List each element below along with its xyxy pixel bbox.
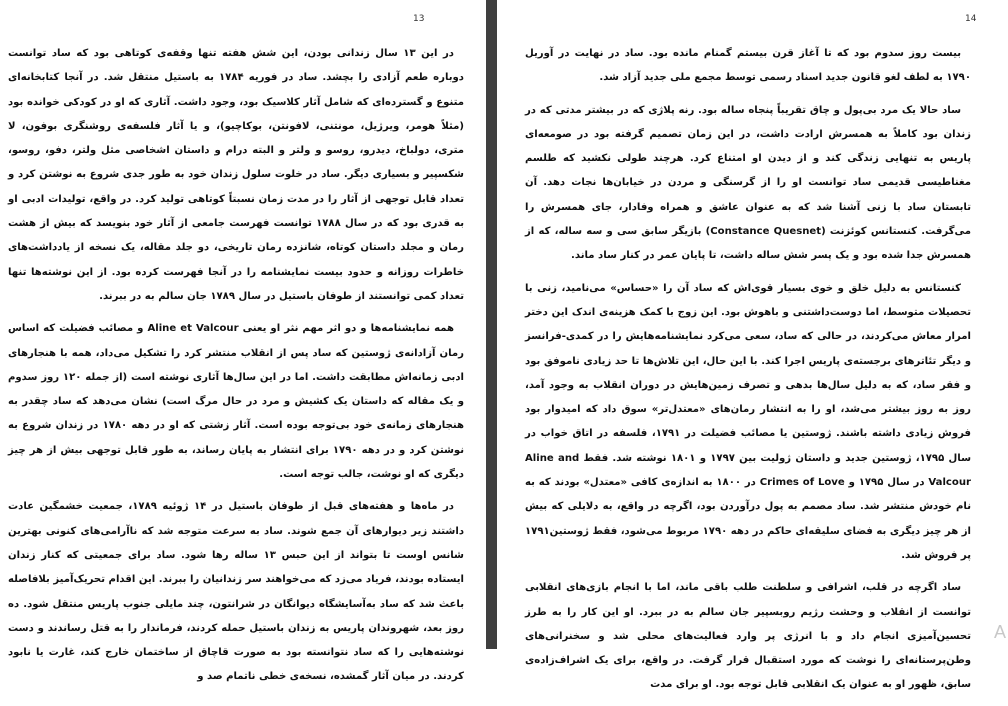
paragraph: کنستانس به دلیل خلق و خوی بسیار قوی‌اش که ساد آن را «حساس» می‌نامید، زنی با تحصیلات متوسط، اما دوست‌داشتنی و باهوش بود. این زوج با کمک هزینه‌ی اندک این دختر امرار معاش می‌کردند، در حالی که ساد، سعی می‌کرد نمایشنامه‌هایش را در کمدی-فرانسز و دیگر تئاترهای برجسته‌ی پاریس اجرا کند. با این حال، این تلاش‌ها تا حد زیادی ناموفق بود و فقر ساد، که به دلیل سال‌ها بدهی و تصرف زمین‌هایش در دوران انقلاب به وجود آمد، روز به روز بیشتر می‌شد، او را به انتشار رمان‌های «معتدل‌تر» سوق داد که امیدوار بود فروش زیادی داشته باشند. ژوستین یا مصائب فضیلت در ۱۷۹۱، فلسفه در اتاق خواب در سال ۱۷۹۵، ژوستین جدید و داستان ژولیت بین ۱۷۹۷ و ۱۸۰۱ نوشته شد. فقط Aline and Valcour در سال ۱۷۹۵ و Crimes of Love در ۱۸۰۰ به اندازه‌ی کافی «معتدل» بودند که به نام خودش منتشر شد. ساد مصمم به پول درآوردن بود، اگرچه در واقع، به دلایلی که بیش از هر چیز دیگری به فضای سلیقه‌ای حاکم در دهه ۱۷۹۰ مربوط می‌شود، فقط ژوستین۱۷۹۱ پر فروش شد. [525,282,971,561]
left-page [0,0,486,683]
book-spine-divider [486,0,497,649]
paragraph: در ماه‌ها و هفته‌های قبل از طوفان باستیل در ۱۴ ژوئیه ۱۷۸۹، جمعیت خشمگین عادت داشتند زیر دیوارهای آن جمع شوند. ساد به سرعت متوجه شد که ناآرامی‌های کنونی بهترین شانس اوست تا بتواند از این حبس ۱۳ ساله رها شود. ساد برای جمعیتی که کنار زندان ایستاده بودند، فریاد می‌زد که می‌خواهند سر زندانیان را ببرند. این اقدام تحریک‌آمیز بلافاصله باعث شد که ساد به‌آسایشگاه دیوانگان در شرانتون، چند مایلی جنوب پاریس منتقل شود. ده روز بعد، شهروندان پاریس به زندان باستیل حمله کردند، فرماندار را به قتل رساندند و دست نوشته‌هایی را که ساد نتوانسته بود به صورت قاچاق از ساختمان خارج کند، غارت یا نابود کردند. در میان آثار گمشده، نسخه‌ی خطی ناتمام صد و [8,501,464,683]
paragraph: بیست روز سدوم بود که تا آغاز قرن بیستم گمنام مانده بود. ساد در نهایت در آوریل ۱۷۹۰ به لطف لغو قانون جدید اسناد رسمی توسط مجمع ملی جدید آزاد شد. [525,48,971,84]
paragraph: ساد حالا یک مرد بی‌پول و چاق تقریباً پنجاه ساله بود. رنه پلاژی که در بیشتر مدتی که در زندان بود کاملاً به همسرش ارادت داشت، در این زمان تصمیم گرفته بود در صومعه‌ای پاریس به تنهایی زندگی کند و از دیدن او امتناع کرد. هرچند طولی نکشید که طلسم مغناطیسی قدیمی ساد توانست او را از گرسنگی و مردن در خیابان‌ها نجات دهد. آن تابستان ساد با زنی آشنا شد که به عنوان عاشق و همراه وفادار، جای همسرش را می‌گرفت. کنستانس کوئزنت (Constance Quesnet) بازیگر سابق سی و سه ساله، که از همسرش جدا شده بود و یک پسر شش ساله داشت، تا پایان عمر در کنار ساد ماند. [525,104,971,262]
left-page-text [8,42,464,698]
paragraph: در این ۱۳ سال زندانی بودن، این شش هفته تنها وقفه‌ی کوتاهی بود که ساد توانست دوباره طعم آزادی را بچشد. ساد در فوریه ۱۷۸۴ به باستیل منتقل شد. در آنجا کتابخانه‌ای متنوع و گسترده‌ای که شامل آثار کلاسیک بود، وجود داشت. آثاری که او در کودکی خوانده بود (مثلاً هومر، ویرژیل، مونتنی، لافونتن، بوکاچیو)، و یا آثار فلسفه‌ی روشنگری بوفون، لا متری، دولباخ، دیدرو، روسو و ولتر و البته درام و داستان اشخاصی مثل ولتر، دفو، روسو، شکسپیر و بسیاری دیگر. ساد در خلوت سلول زندان خود به طور جدی شروع به نوشتن کرد و تعداد قابل توجهی از آثار را در مدت زمان نسبتاً کوتاهی تولید کرد. در واقع، تولیدات ادبی او به قدری بود که در سال ۱۷۸۸ توانست فهرست جامعی از آثار خود بنویسد که بیش از هشت رمان و مجلد داستان کوتاه، شانزده رمان تاریخی، دو جلد مقاله، یک نسخه از یادداشت‌های خاطرات روزانه و حدود بیست نمایشنامه را در آنجا فهرست کرده بود. از این نوشته‌ها تنها تعداد کمی توانستند از طوفان باستیل در سال ۱۷۸۹ جان سالم به در ببرند. [8,48,464,302]
right-page-text [525,42,971,706]
corner-mark: A [993,622,1006,642]
page-number-right: 14 [965,14,977,24]
paragraph: ساد اگرچه در قلب، اشرافی و سلطنت طلب باقی ماند، اما با انجام بازی‌های انقلابی توانست از انقلاب و وحشت رژیم روبسپیر جان سالم به در ببرد. او این کار را به طرز تحسین‌آمیزی انجام داد و با انرژی پر وارد فعالیت‌های محلی شد و سخنرانی‌های وطن‌پرستانه‌ای را نوشت که مورد استقبال قرار گرفت. در واقع، برای یک اشراف‌زاده‌ی سابق، ظهور او به عنوان یک انقلابی قابل توجه بود. او برای مدت [525,582,971,691]
right-page [497,0,1008,691]
paragraph: همه نمایشنامه‌ها و دو اثر مهم نثر او یعنی Aline et Valcour و مصائب فضیلت که اساس رمان آزادانه‌ی ژوستین که ساد پس از انقلاب منتشر کرد را تشکیل می‌داد، همه با هنجارهای ادبی زمانه‌اش مطابقت داشت. اما در این سال‌ها آثاری نوشته است (از جمله ۱۲۰ روز سدوم و یک مقاله که داستان یک کشیش و مرد در حال مرگ است) نشان می‌دهد که ساد چقدر به هنجارهای زمانه‌ی خود بی‌توجه بوده است. آثار زشتی که او در دهه ۱۷۸۰ در زندان شروع به نوشتن کرد و در دهه ۱۷۹۰ برای انتشار به پایان رساند، به طور قابل توجهی بیش از هر چیز دیگری که او نوشت، جالب توجه است. [8,323,464,481]
page-number-left: 13 [413,14,425,24]
